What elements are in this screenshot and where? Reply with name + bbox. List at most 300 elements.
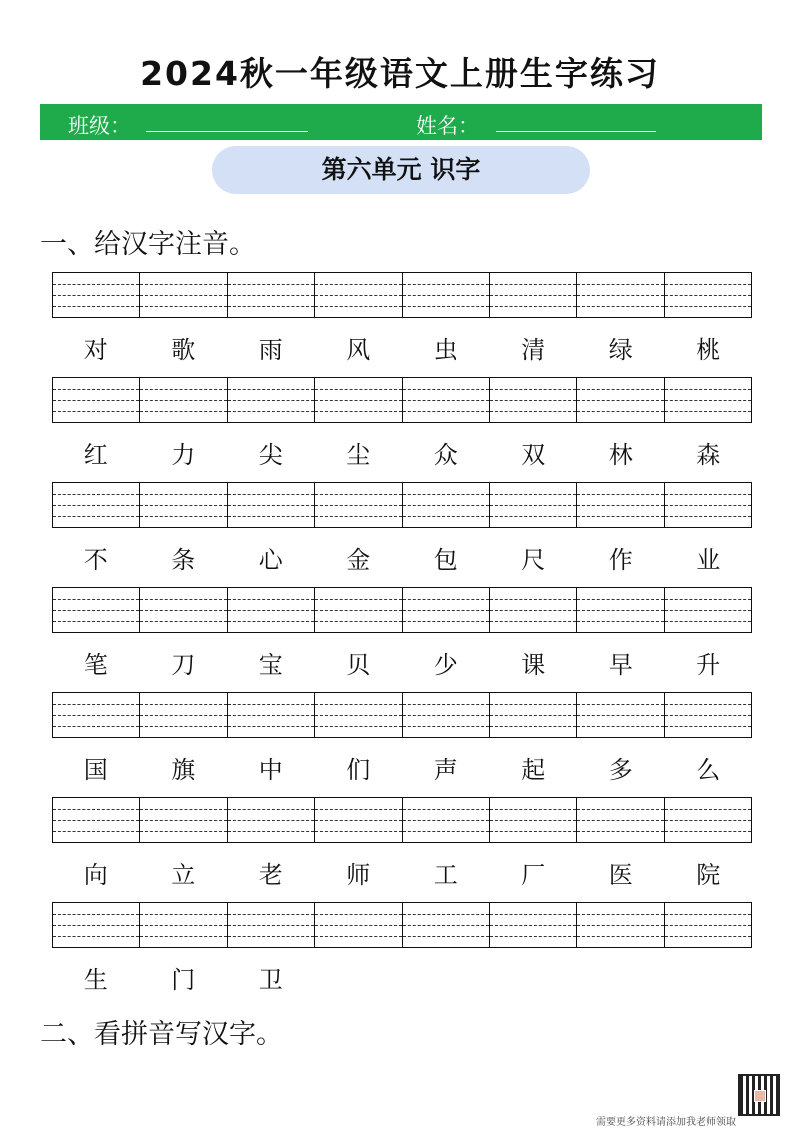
guide-line [228,295,314,296]
guide-line [140,389,226,390]
guide-line [315,936,401,937]
guide-line [53,936,139,937]
guide-line [403,505,489,506]
guide-line [403,411,489,412]
pinyin-write-cell[interactable] [228,903,315,947]
guide-line [490,831,576,832]
pinyin-write-cell[interactable] [665,798,751,842]
footer-note: 需要更多资料请添加我老师领取 [596,1117,736,1128]
guide-line [315,295,401,296]
guide-line [665,914,751,915]
guide-line [315,516,401,517]
guide-line [665,704,751,705]
guide-line [140,284,226,285]
guide-line [140,820,226,821]
guide-line [315,306,401,307]
guide-line [140,599,226,600]
guide-line [53,925,139,926]
guide-line [490,494,576,495]
hanzi-character: 声 [433,756,458,784]
pinyin-write-cell[interactable] [315,588,402,632]
hanzi-character: 红 [83,441,108,469]
guide-line [315,831,401,832]
guide-line [490,914,576,915]
pinyin-write-cell[interactable] [577,693,664,737]
guide-line [228,400,314,401]
guide-line [228,505,314,506]
student-info-bar [40,104,762,140]
guide-line [665,494,751,495]
guide-line [228,715,314,716]
guide-line [577,306,663,307]
guide-line [53,400,139,401]
guide-line [577,610,663,611]
hanzi-character: 宝 [258,651,283,679]
guide-line [665,936,751,937]
pinyin-write-cell[interactable] [665,273,751,317]
guide-line [53,516,139,517]
guide-line [315,820,401,821]
hanzi-character: 心 [258,546,283,574]
character-row [52,437,752,473]
guide-line [577,621,663,622]
guide-line [228,516,314,517]
guide-line [577,715,663,716]
worksheet-title: 2024秋一年级语文上册生字练习 [140,54,660,93]
pinyin-write-cell[interactable] [315,483,402,527]
pinyin-write-cell[interactable] [665,483,751,527]
guide-line [315,599,401,600]
hanzi-character: 课 [521,651,546,679]
pinyin-box-row [52,587,752,633]
hanzi-character: 力 [171,441,196,469]
guide-line [140,831,226,832]
pinyin-write-cell[interactable] [490,903,577,947]
pinyin-write-cell[interactable] [315,378,402,422]
guide-line [403,284,489,285]
pinyin-write-cell[interactable] [577,378,664,422]
qr-code-icon [738,1074,780,1116]
guide-line [665,820,751,821]
practice-row [52,587,752,692]
pinyin-write-cell[interactable] [403,693,490,737]
guide-line [490,284,576,285]
guide-line [577,400,663,401]
guide-line [53,295,139,296]
guide-line [315,400,401,401]
guide-line [490,715,576,716]
guide-line [315,505,401,506]
guide-line [577,295,663,296]
guide-line [490,610,576,611]
hanzi-character: 卫 [258,966,283,994]
guide-line [315,925,401,926]
guide-line [490,599,576,600]
guide-line [140,411,226,412]
character-row [52,752,752,788]
pinyin-write-cell[interactable] [53,273,140,317]
pinyin-write-cell[interactable] [228,693,315,737]
guide-line [403,820,489,821]
pinyin-write-cell[interactable] [140,693,227,737]
guide-line [403,306,489,307]
guide-line [665,400,751,401]
guide-line [490,820,576,821]
hanzi-character: 门 [171,966,196,994]
hanzi-character: 笔 [83,651,108,679]
guide-line [315,715,401,716]
pinyin-write-cell[interactable] [228,588,315,632]
hanzi-character: 工 [433,861,458,889]
guide-line [665,925,751,926]
guide-line [490,704,576,705]
guide-line [228,599,314,600]
hanzi-character: 清 [521,336,546,364]
character-row [52,857,752,893]
guide-line [140,704,226,705]
guide-line [228,925,314,926]
hanzi-character: 么 [696,756,721,784]
pinyin-write-cell[interactable] [53,903,140,947]
guide-line [140,936,226,937]
pinyin-write-cell[interactable] [53,378,140,422]
name-blank[interactable] [496,131,656,132]
hanzi-character: 早 [608,651,633,679]
guide-line [403,704,489,705]
guide-line [403,516,489,517]
guide-line [665,516,751,517]
pinyin-write-cell[interactable] [577,588,664,632]
hanzi-character: 包 [433,546,458,574]
pinyin-practice-grid [52,272,752,1007]
hanzi-character: 贝 [346,651,371,679]
hanzi-character: 师 [346,861,371,889]
pinyin-write-cell[interactable] [315,903,402,947]
guide-line [140,306,226,307]
pinyin-write-cell[interactable] [228,483,315,527]
guide-line [315,621,401,622]
hanzi-character: 国 [83,756,108,784]
guide-line [403,936,489,937]
guide-line [228,610,314,611]
guide-line [490,809,576,810]
hanzi-character [665,962,753,998]
guide-line [490,516,576,517]
pinyin-write-cell[interactable] [315,273,402,317]
guide-line [140,400,226,401]
guide-line [665,809,751,810]
hanzi-character: 雨 [258,336,283,364]
guide-line [490,726,576,727]
guide-line [53,914,139,915]
hanzi-character: 多 [608,756,633,784]
pinyin-write-cell[interactable] [403,588,490,632]
hanzi-character: 不 [83,546,108,574]
hanzi-character: 歌 [171,336,196,364]
guide-line [403,599,489,600]
guide-line [577,831,663,832]
pinyin-write-cell[interactable] [140,903,227,947]
pinyin-write-cell[interactable] [490,273,577,317]
guide-line [228,621,314,622]
pinyin-write-cell[interactable] [577,273,664,317]
practice-row [52,272,752,377]
guide-line [490,411,576,412]
guide-line [315,726,401,727]
guide-line [403,831,489,832]
pinyin-box-row [52,797,752,843]
pinyin-write-cell[interactable] [140,378,227,422]
guide-line [228,411,314,412]
guide-line [315,411,401,412]
guide-line [140,610,226,611]
guide-line [403,925,489,926]
hanzi-character: 院 [696,861,721,889]
guide-line [665,599,751,600]
guide-line [315,809,401,810]
character-row [52,542,752,578]
hanzi-character: 旗 [171,756,196,784]
guide-line [228,914,314,915]
section-1-title: 一、给汉字注音。 [40,229,256,260]
guide-line [140,621,226,622]
guide-line [403,621,489,622]
guide-line [53,820,139,821]
pinyin-write-cell[interactable] [228,273,315,317]
guide-line [140,809,226,810]
guide-line [53,726,139,727]
guide-line [577,936,663,937]
pinyin-write-cell[interactable] [490,798,577,842]
pinyin-write-cell[interactable] [315,798,402,842]
hanzi-character: 尘 [346,441,371,469]
guide-line [490,936,576,937]
guide-line [228,809,314,810]
pinyin-box-row [52,272,752,318]
hanzi-character: 厂 [521,861,546,889]
guide-line [403,389,489,390]
pinyin-write-cell[interactable] [577,798,664,842]
class-blank[interactable] [146,131,308,132]
pinyin-write-cell[interactable] [140,273,227,317]
hanzi-character: 中 [258,756,283,784]
pinyin-write-cell[interactable] [140,483,227,527]
guide-line [490,295,576,296]
guide-line [315,494,401,495]
pinyin-write-cell[interactable] [403,378,490,422]
name-label: 姓名： [416,114,479,138]
guide-line [577,914,663,915]
section-2-title: 二、看拼音写汉字。 [40,1019,283,1050]
hanzi-character: 医 [608,861,633,889]
guide-line [577,704,663,705]
pinyin-write-cell[interactable] [53,588,140,632]
pinyin-write-cell[interactable] [665,588,751,632]
guide-line [403,809,489,810]
guide-line [403,295,489,296]
practice-row [52,377,752,482]
guide-line [228,831,314,832]
guide-line [490,389,576,390]
guide-line [53,715,139,716]
guide-line [577,505,663,506]
pinyin-write-cell[interactable] [490,483,577,527]
hanzi-character [490,962,578,998]
guide-line [140,925,226,926]
practice-row [52,797,752,902]
guide-line [577,809,663,810]
character-row [52,962,752,998]
guide-line [490,505,576,506]
guide-line [140,715,226,716]
hanzi-character: 森 [696,441,721,469]
pinyin-write-cell[interactable] [665,903,751,947]
hanzi-character: 立 [171,861,196,889]
pinyin-write-cell[interactable] [490,378,577,422]
guide-line [403,494,489,495]
guide-line [403,400,489,401]
guide-line [403,726,489,727]
hanzi-character: 向 [83,861,108,889]
guide-line [53,389,139,390]
class-label: 班级： [68,114,131,138]
guide-line [53,494,139,495]
guide-line [490,306,576,307]
practice-row [52,902,752,1007]
guide-line [665,505,751,506]
pinyin-write-cell[interactable] [140,798,227,842]
guide-line [53,704,139,705]
hanzi-character: 业 [696,546,721,574]
hanzi-character: 绿 [608,336,633,364]
pinyin-write-cell[interactable] [53,483,140,527]
guide-line [490,925,576,926]
hanzi-character: 作 [608,546,633,574]
hanzi-character: 金 [346,546,371,574]
guide-line [665,295,751,296]
guide-line [665,715,751,716]
hanzi-character: 们 [346,756,371,784]
hanzi-character: 对 [83,336,108,364]
pinyin-write-cell[interactable] [665,378,751,422]
guide-line [315,389,401,390]
hanzi-character: 尖 [258,441,283,469]
pinyin-write-cell[interactable] [315,693,402,737]
pinyin-write-cell[interactable] [403,798,490,842]
guide-line [665,284,751,285]
unit-title: 第六单元 识字 [212,146,590,194]
guide-line [403,610,489,611]
guide-line [403,914,489,915]
guide-line [577,820,663,821]
guide-line [665,726,751,727]
guide-line [577,599,663,600]
guide-line [577,516,663,517]
character-row [52,647,752,683]
guide-line [490,621,576,622]
guide-line [228,494,314,495]
guide-line [228,820,314,821]
guide-line [315,610,401,611]
guide-line [665,389,751,390]
guide-line [53,610,139,611]
guide-line [665,610,751,611]
pinyin-write-cell[interactable] [53,693,140,737]
pinyin-write-cell[interactable] [577,483,664,527]
hanzi-character: 少 [433,651,458,679]
hanzi-character: 风 [346,336,371,364]
guide-line [53,599,139,600]
guide-line [403,715,489,716]
guide-line [315,704,401,705]
hanzi-character: 林 [608,441,633,469]
hanzi-character: 桃 [696,336,721,364]
guide-line [140,295,226,296]
pinyin-write-cell[interactable] [577,903,664,947]
guide-line [53,411,139,412]
practice-row [52,692,752,797]
guide-line [140,494,226,495]
pinyin-write-cell[interactable] [403,483,490,527]
guide-line [665,831,751,832]
pinyin-box-row [52,692,752,738]
guide-line [577,494,663,495]
guide-line [140,516,226,517]
hanzi-character: 双 [521,441,546,469]
pinyin-write-cell[interactable] [490,693,577,737]
pinyin-box-row [52,902,752,948]
guide-line [665,306,751,307]
guide-line [490,400,576,401]
guide-line [228,306,314,307]
guide-line [577,284,663,285]
pinyin-box-row [52,482,752,528]
pinyin-write-cell[interactable] [490,588,577,632]
pinyin-box-row [52,377,752,423]
pinyin-write-cell[interactable] [140,588,227,632]
hanzi-character: 老 [258,861,283,889]
guide-line [577,925,663,926]
guide-line [53,306,139,307]
guide-line [53,831,139,832]
pinyin-write-cell[interactable] [665,693,751,737]
guide-line [228,704,314,705]
pinyin-write-cell[interactable] [228,378,315,422]
hanzi-character: 生 [83,966,108,994]
guide-line [53,284,139,285]
pinyin-write-cell[interactable] [228,798,315,842]
guide-line [53,809,139,810]
guide-line [228,936,314,937]
practice-row [52,482,752,587]
guide-line [140,505,226,506]
pinyin-write-cell[interactable] [403,273,490,317]
hanzi-character: 众 [433,441,458,469]
guide-line [228,389,314,390]
hanzi-character: 尺 [521,546,546,574]
pinyin-write-cell[interactable] [53,798,140,842]
guide-line [140,726,226,727]
pinyin-write-cell[interactable] [403,903,490,947]
hanzi-character: 刀 [171,651,196,679]
guide-line [140,914,226,915]
guide-line [228,284,314,285]
guide-line [53,621,139,622]
guide-line [228,726,314,727]
guide-line [577,726,663,727]
character-row [52,332,752,368]
guide-line [315,284,401,285]
